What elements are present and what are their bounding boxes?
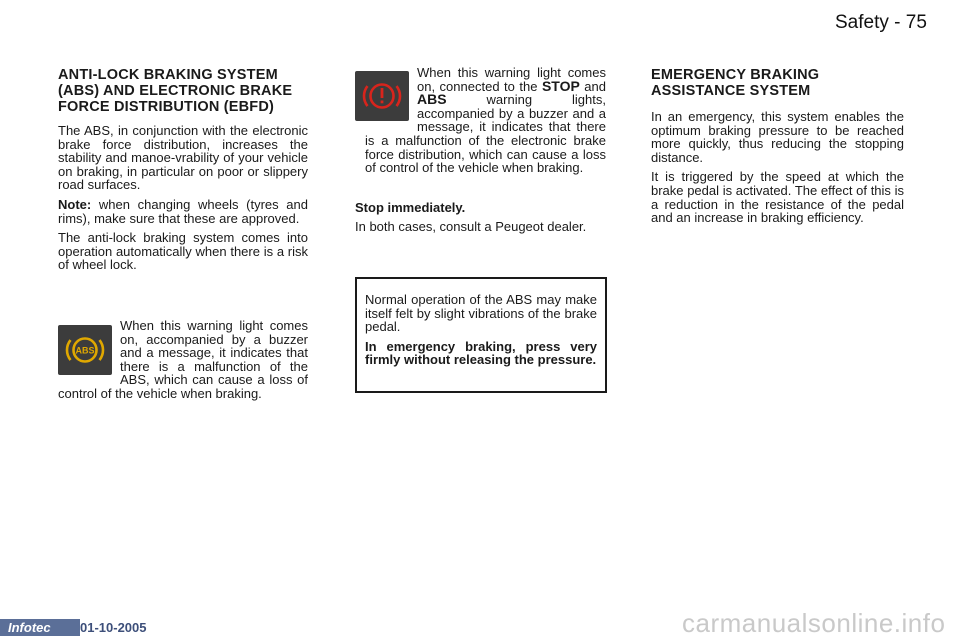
abs-warning-icon [58,325,112,375]
brake-warning-text: When this warning light comes on, connected to the STOP and ABS warning lights, accompanied by a buzzer and a message, it indicates that there is a malfunction of the electronic brake force distribution, which can cause a loss of control of the vehicle when braking. [365,65,606,176]
stop-label: STOP [541,77,580,94]
page-title: Safety - 75 [835,12,927,33]
notice-emergency-text: In emergency braking, press very firmly without releasing the pressure. [365,338,597,368]
emergency-para-1: In an emergency, this system enables the optimum braking pressure to be reached more quickly, thus reducing the stopping distance. [651,109,904,165]
abs-heading: ANTI-LOCK BRAKING SYSTEM (ABS) AND ELECTRONIC BRAKE FORCE DISTRIBUTION (EBFD) [58,67,293,115]
emergency-para-2: It is triggered by the speed at which the brake pedal is activated. The effect of this is a reduction in the resistance of the pedal and an increase in braking efficiency. [651,169,904,226]
abs-warning-block [58,319,308,401]
footer-date: 01-10-2005 [80,620,147,635]
note-text: when changing wheels (tyres and rims), make sure that these are approved. [58,196,308,226]
abs-section [58,67,308,407]
consult-dealer: In both cases, consult a Peugeot dealer. [355,219,587,235]
abs-intro: The ABS, in conjunction with the electronic brake force distribution, increases the stability and manoe-vrability of your vehicle on braking, in particular on poor or slippery road surfaces. [58,123,308,193]
notice-normal-text: Normal operation of the ABS may make itself felt by slight vibrations of the brake pedal. [365,292,597,335]
abs-label: ABS [417,91,447,108]
brake-warning-icon [355,71,409,121]
emergency-heading: EMERGENCY BRAKING ASSISTANCE SYSTEM [651,67,820,99]
notice-box [355,277,607,393]
abs-icon-label: ABS [75,345,95,356]
watermark: carmanualsonline.info [682,608,946,638]
infotec-badge: Infotec [0,619,80,636]
note-label: Note: [58,196,92,212]
brake-warning-section [355,66,606,240]
stop-immediately: Stop immediately. [355,199,466,215]
abs-note [58,198,308,225]
emergency-section [651,67,904,231]
abs-auto-text: The anti-lock braking system comes into operation automatically when there is a risk of wheel lock. [58,230,308,273]
abs-warning-text: When this warning light comes on, accompanied by a buzzer and a message, it indicates that there is a malfunction of the ABS, which can cause a loss of control of the vehicle when braking. [58,317,308,401]
